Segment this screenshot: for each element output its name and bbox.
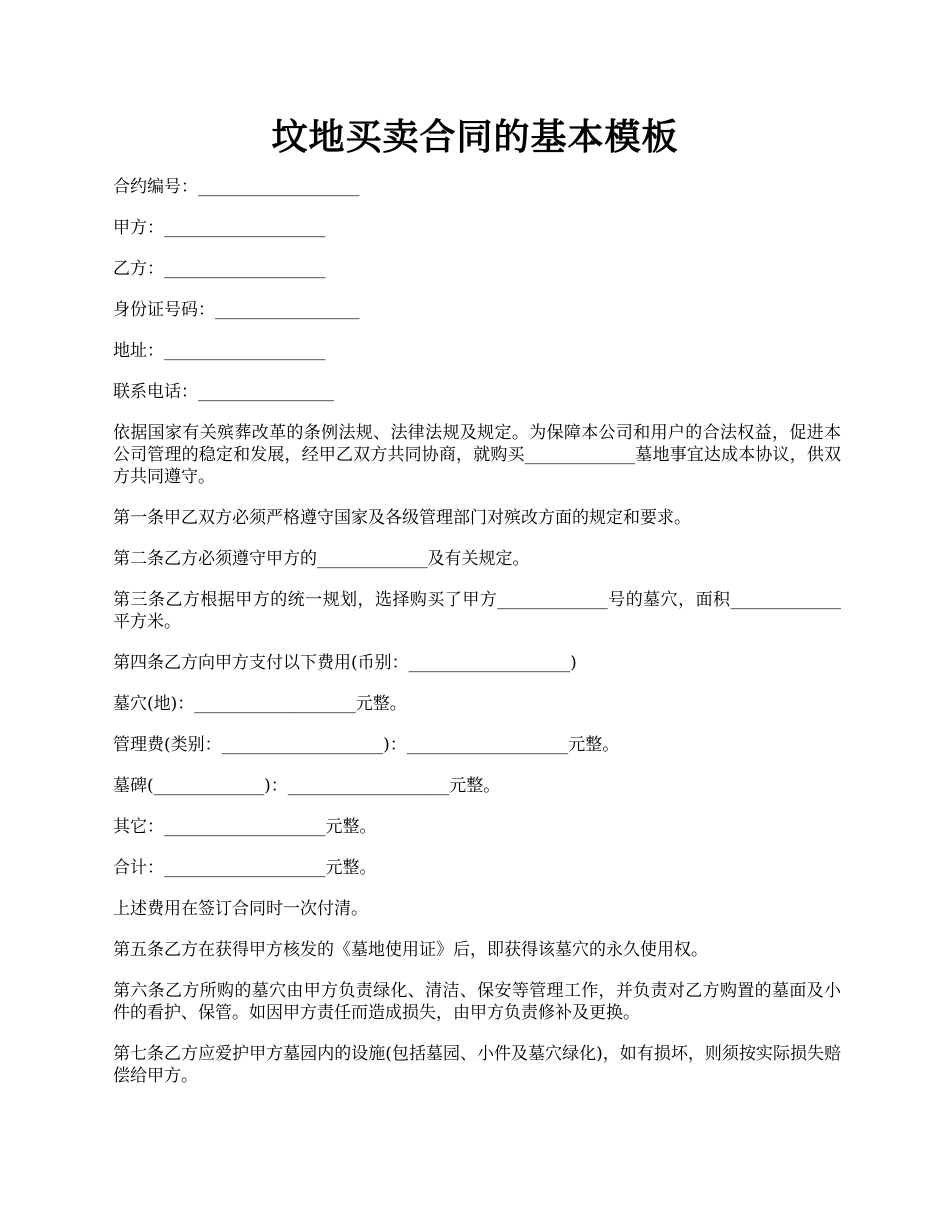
party-b-field: 乙方：___________________	[113, 259, 326, 279]
fee-tombstone: 墓碑(_____________)：___________________元整。	[113, 776, 501, 796]
fee-total: 合计：___________________元整。	[113, 858, 377, 878]
document-body	[113, 176, 841, 1106]
party-a-field: 甲方：___________________	[113, 218, 326, 238]
article-5: 第五条乙方在获得甲方核发的《墓地使用证》后，即获得该墓穴的永久使用权。	[113, 940, 708, 960]
article-2: 第二条乙方必须遵守甲方的_____________及有关规定。	[113, 549, 530, 569]
article-6: 第六条乙方所购的墓穴由甲方负责绿化、清洁、保安等管理工作，并负责对乙方购置的墓面及小件的看护、保管。如因甲方责任而造成损失，由甲方负责修补及更换。	[113, 981, 841, 1023]
phone-field: 联系电话：________________	[113, 382, 334, 402]
article-3: 第三条乙方根据甲方的统一规划，选择购买了甲方_____________号的墓穴，面积_____________平方米。	[113, 590, 841, 632]
address-field: 地址：___________________	[113, 341, 326, 361]
fee-other: 其它：___________________元整。	[113, 817, 377, 837]
article-1: 第一条甲乙双方必须严格遵守国家及各级管理部门对殡改方面的规定和要求。	[113, 508, 691, 528]
article-4: 第四条乙方向甲方支付以下费用(币别：___________________)	[113, 653, 577, 673]
document-title: 坟地买卖合同的基本模板	[271, 116, 679, 158]
contract-number-field: 合约编号：___________________	[113, 177, 360, 197]
fee-grave-plot: 墓穴(地)：___________________元整。	[113, 694, 407, 714]
fee-management: 管理费(类别：___________________)：___________________元整。	[113, 735, 620, 755]
id-number-field: 身份证号码：_________________	[113, 300, 360, 320]
article-7: 第七条乙方应爱护甲方墓园内的设施(包括墓园、小件及墓穴绿化)，如有损坏，则须按实际损失赔偿给甲方。	[113, 1044, 841, 1086]
payment-note: 上述费用在签订合同时一次付清。	[113, 899, 368, 919]
preamble-paragraph: 依据国家有关殡葬改革的条例法规、法律法规及规定。为保障本公司和用户的合法权益，促进本公司管理的稳定和发展，经甲乙双方共同协商，就购买_____________墓地事宜达成本协议，供双方共同遵守。	[113, 423, 841, 487]
